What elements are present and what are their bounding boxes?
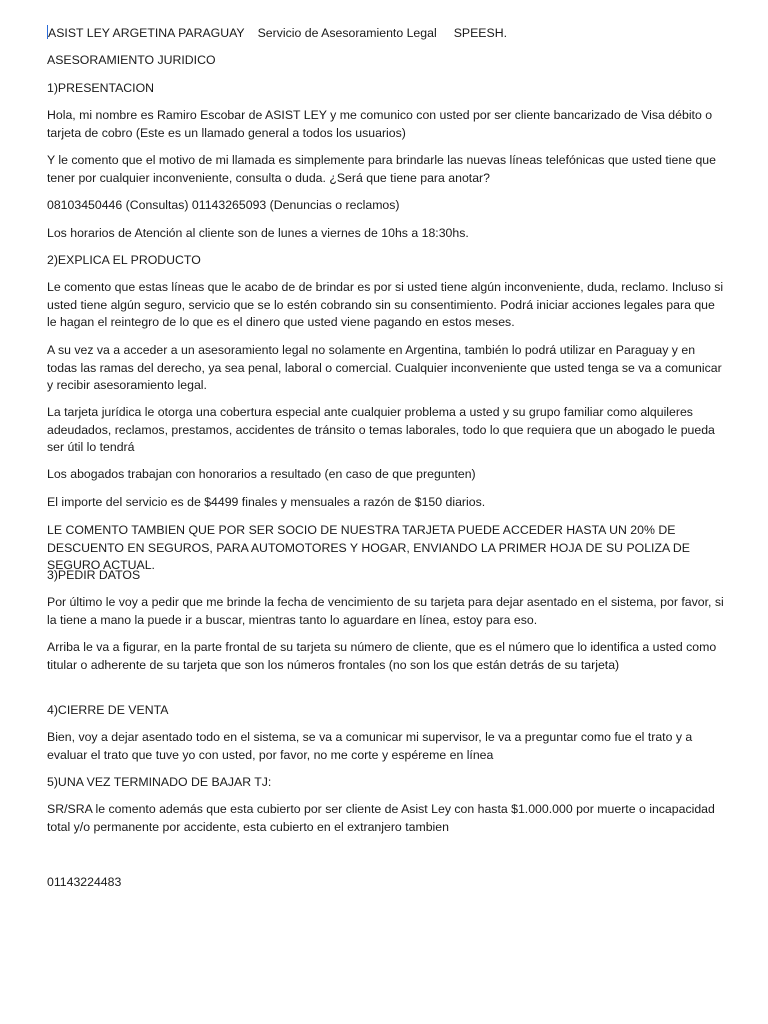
paragraph-hours: Los horarios de Atención al cliente son de lunes a viernes de 10hs a 18:30hs. xyxy=(47,226,469,240)
header-service: Servicio de Asesoramiento Legal xyxy=(257,26,437,40)
paragraph-phone-final: 01143224483 xyxy=(47,875,122,889)
paragraph-cobertura: SR/SRA le comento además que esta cubierto por ser cliente de Asist Ley con hasta $1.000.000 por muerte o incapacidad total y/o permanente por accidente, esta cubierto en el extranjero tambien xyxy=(47,802,715,834)
paragraph-cierre: Bien, voy a dejar asentado todo en el sistema, se va a comunicar mi supervisor, le va a preguntar como fue el trato y a evaluar el trato que tuve yo con usted, por favor, no me corte y espéreme en línea xyxy=(47,730,693,762)
section-title: ASESORAMIENTO JURIDICO xyxy=(47,53,216,67)
section-heading-presentacion: 1)PRESENTACION xyxy=(47,81,155,95)
paragraph-phones: 08103450446 (Consultas) 01143265093 (Denuncias o reclamos) xyxy=(47,198,400,212)
header-company: ASIST LEY ARGETINA PARAGUAY xyxy=(48,26,245,40)
paragraph-abogados: Los abogados trabajan con honorarios a resultado (en caso de que pregunten) xyxy=(47,467,476,481)
paragraph-asesoramiento: A su vez va a acceder a un asesoramiento legal no solamente en Argentina, también lo podrá utilizar en Paraguay y en todas las ramas del derecho, ya sea penal, laboral o comercial. Cualquier inconveniente que usted tenga se va a comunicar y recibir asesoramiento legal. xyxy=(47,343,722,393)
paragraph-motivo: Y le comento que el motivo de mi llamada es simplemente para brindarle las nuevas líneas telefónicas que usted tiene que tener por cualquier inconveniente, consulta o duda. ¿Será que tiene para anotar? xyxy=(47,153,716,185)
section-heading-datos: 3)PEDIR DATOS xyxy=(47,568,141,582)
paragraph-importe: El importe del servicio es de $4499 finales y mensuales a razón de $150 diarios. xyxy=(47,495,486,509)
paragraph-vencimiento: Por último le voy a pedir que me brinde la fecha de vencimiento de su tarjeta para dejar asentado en el sistema, por favor, si la tiene a mano la puede ir a buscar, mientras tanto lo aguardare en línea, estoy para eso. xyxy=(47,595,724,627)
header-line xyxy=(47,25,725,43)
paragraph-tarjeta-juridica: La tarjeta jurídica le otorga una cobertura especial ante cualquier problema a usted y su grupo familiar como alquileres adeudados, reclamos, prestamos, accidentes de tránsito o temas laborales, todo lo que requiera que un abogado le pueda ser útil lo tendrá xyxy=(47,405,715,455)
paragraph-lineas: Le comento que estas líneas que le acabo de de brindar es por si usted tiene algún inconveniente, duda, reclamo. Incluso si usted tiene algún seguro, servicio que se lo estén cobrando sin su consentimiento. Podrá iniciar acciones legales para que le hagan el reintegro de lo que es el dinero que usted viene pagando en estos meses. xyxy=(47,280,724,330)
header-tag: SPEESH. xyxy=(453,26,507,40)
section-heading-producto: 2)EXPLICA EL PRODUCTO xyxy=(47,253,201,267)
section-heading-terminado: 5)UNA VEZ TERMINADO DE BAJAR TJ: xyxy=(47,775,272,789)
section-heading-cierre: 4)CIERRE DE VENTA xyxy=(47,703,169,717)
paragraph-intro: Hola, mi nombre es Ramiro Escobar de ASIST LEY y me comunico con usted por ser cliente bancarizado de Visa débito o tarjeta de cobro (Este es un llamado general a todos los usuarios) xyxy=(47,108,713,140)
paragraph-descuento: LE COMENTO TAMBIEN QUE POR SER SOCIO DE NUESTRA TARJETA PUEDE ACCEDER HASTA UN 20% DE DESCUENTO EN SEGUROS, PARA AUTOMOTORES Y HOGAR, ENVIANDO LA PRIMER HOJA DE SU POLIZA DE SEGURO ACTUAL. xyxy=(47,523,691,573)
paragraph-numero-cliente: Arriba le va a figurar, en la parte frontal de su tarjeta su número de cliente, que es el número que lo identifica a usted como titular o adherente de su tarjeta que son los números frontales (no son los que están detrás de su tarjeta) xyxy=(47,640,717,672)
